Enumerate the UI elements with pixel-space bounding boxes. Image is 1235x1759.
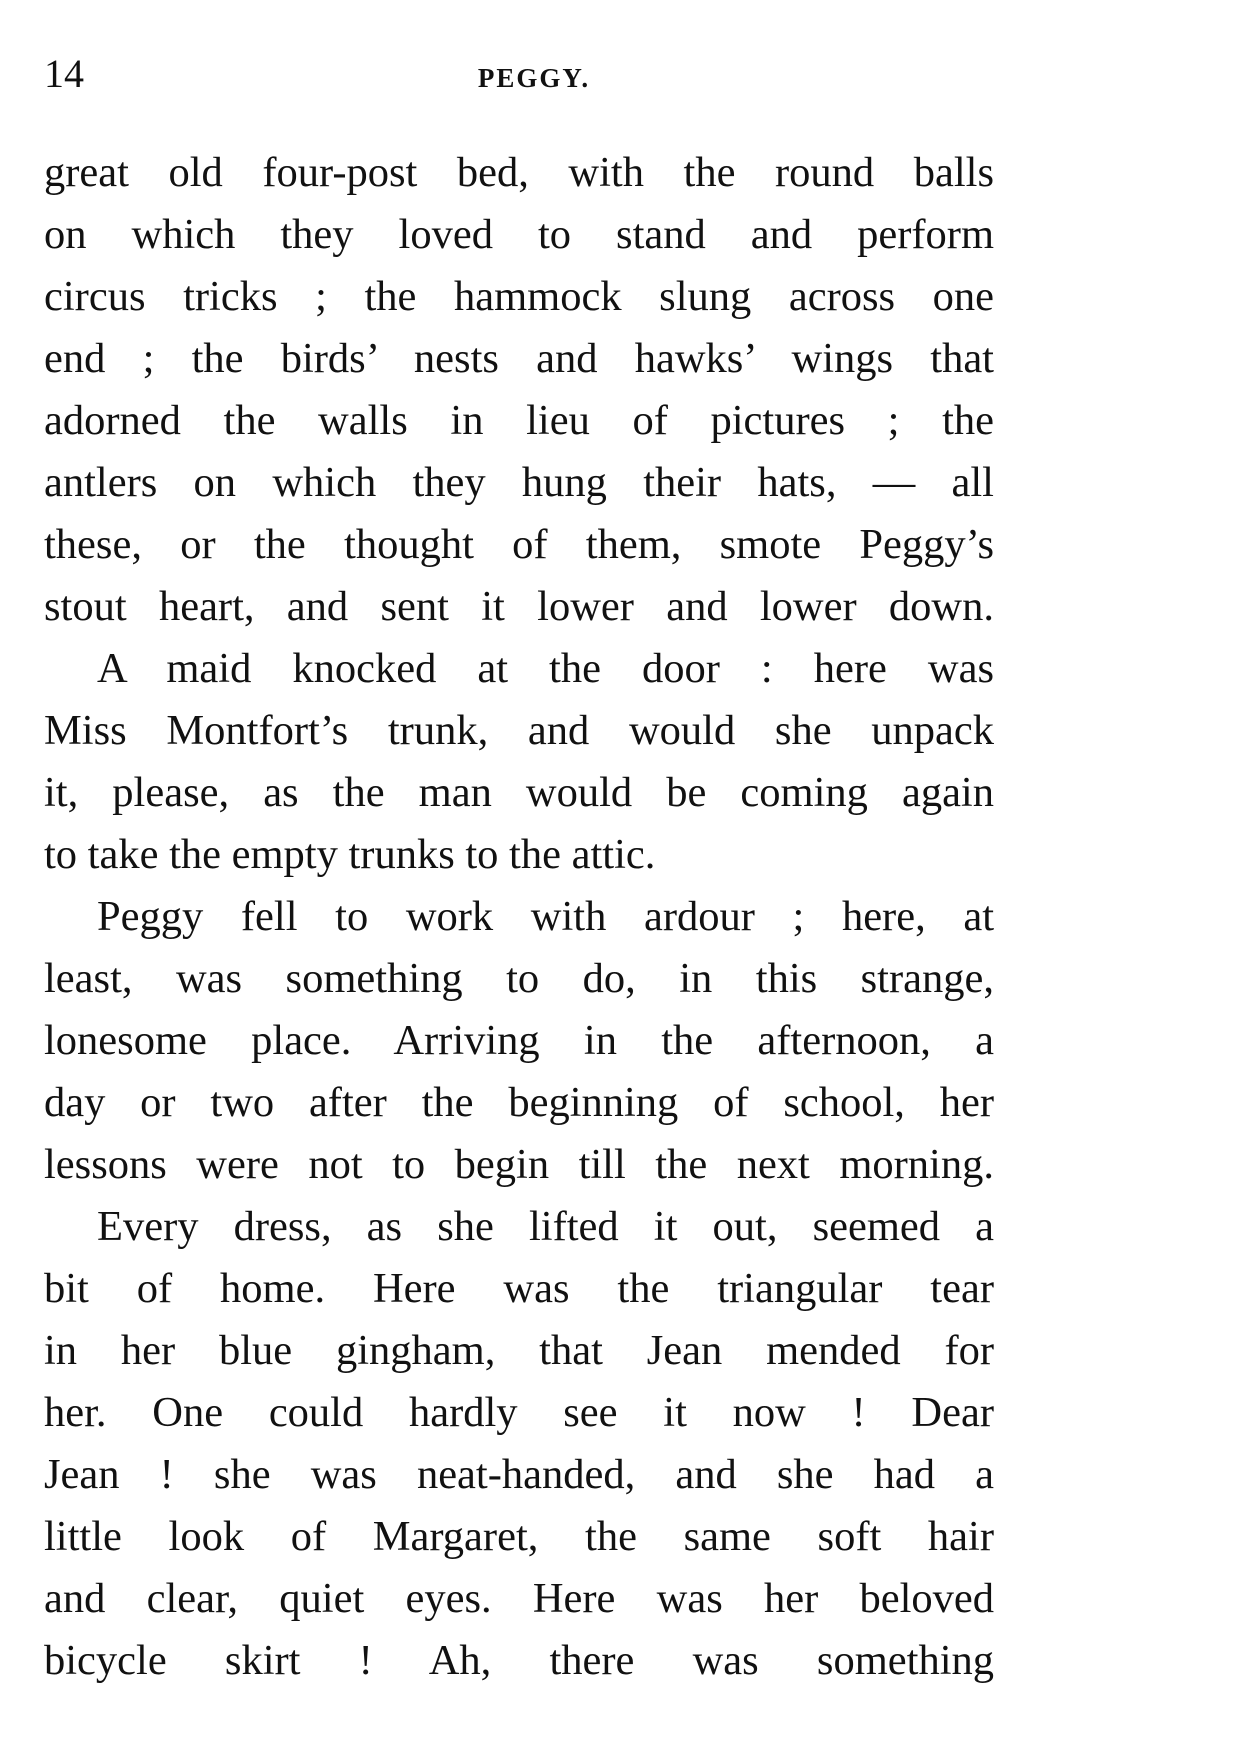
body-text xyxy=(44,142,994,1692)
text-line: stout heart, and sent it lower and lower down. xyxy=(44,583,994,630)
text-line: antlers on which they hung their hats, — all xyxy=(44,459,994,506)
paragraph-1 xyxy=(44,142,994,638)
text-line: Miss Montfort’s trunk, and would she unpack xyxy=(44,707,994,754)
text-line: and clear, quiet eyes. Here was her beloved xyxy=(44,1575,994,1622)
text-line: lonesome place. Arriving in the afternoon, a xyxy=(44,1017,994,1064)
text-line: great old four-post bed, with the round balls xyxy=(44,149,994,196)
text-line: these, or the thought of them, smote Peggy’s xyxy=(44,521,994,568)
text-line: Every dress, as she lifted it out, seemed a xyxy=(97,1203,994,1250)
text-line: circus tricks ; the hammock slung across one xyxy=(44,273,994,320)
text-line: bicycle skirt ! Ah, there was something xyxy=(44,1637,994,1684)
text-line: bit of home. Here was the triangular tear xyxy=(44,1265,994,1312)
text-line: it, please, as the man would be coming again xyxy=(44,769,994,816)
text-line: little look of Margaret, the same soft hair xyxy=(44,1513,994,1560)
text-line: lessons were not to begin till the next morning. xyxy=(44,1141,994,1188)
page-number: 14 xyxy=(44,51,84,96)
text-line: A maid knocked at the door : here was xyxy=(97,645,994,692)
text-line: adorned the walls in lieu of pictures ; the xyxy=(44,397,994,444)
text-line: Peggy fell to work with ardour ; here, at xyxy=(97,893,994,940)
text-line: on which they loved to stand and perform xyxy=(44,211,994,258)
text-line: least, was something to do, in this strange, xyxy=(44,955,994,1002)
text-line: end ; the birds’ nests and hawks’ wings that xyxy=(44,335,994,382)
text-line: her. One could hardly see it now ! Dear xyxy=(44,1389,994,1436)
page-header xyxy=(44,44,994,104)
text-line: Jean ! she was neat-handed, and she had a xyxy=(44,1451,994,1498)
paragraph-2 xyxy=(44,638,994,886)
text-line: in her blue gingham, that Jean mended for xyxy=(44,1327,994,1374)
text-line: day or two after the beginning of school, her xyxy=(44,1079,994,1126)
text-line: to take the empty trunks to the attic. xyxy=(44,831,656,878)
running-title: PEGGY. xyxy=(477,63,591,93)
paragraph-3 xyxy=(44,886,994,1196)
paragraph-4 xyxy=(44,1196,994,1692)
